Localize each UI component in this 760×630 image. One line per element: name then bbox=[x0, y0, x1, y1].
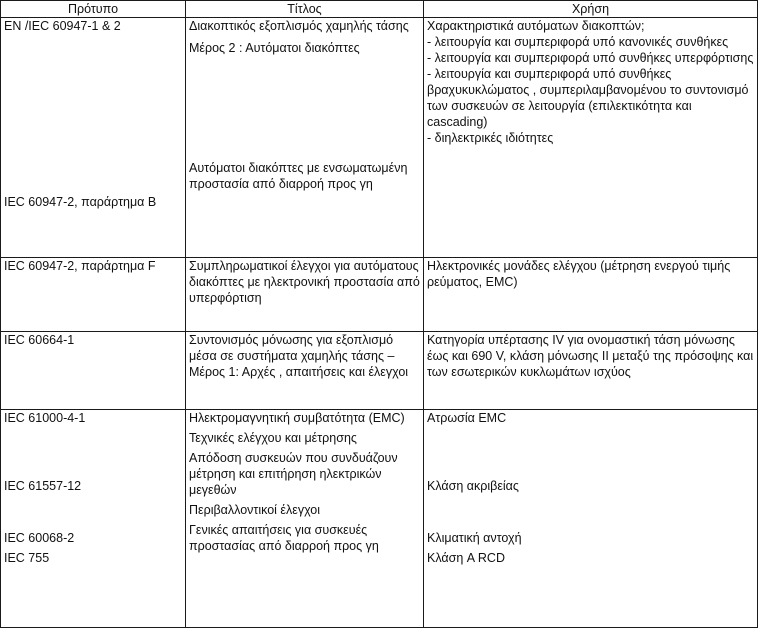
use-line: - διηλεκτρικές ιδιότητες bbox=[427, 131, 554, 145]
standard-cell bbox=[1, 18, 186, 258]
use-line: - λειτουργία και συμπεριφορά υπό κανονικές συνθήκες bbox=[427, 35, 729, 49]
title-value: Αυτόματοι διακόπτες με ενσωματωμένη προστασία από διαρροή προς γη bbox=[189, 161, 408, 191]
title-cell bbox=[186, 410, 424, 628]
table-row bbox=[1, 332, 758, 410]
use-value: Ατρωσία EMC bbox=[427, 411, 507, 425]
title-value: Περιβαλλοντικοί έλεγχοι bbox=[189, 503, 321, 517]
use-cell bbox=[424, 18, 758, 258]
use-line: Χαρακτηριστικά αυτόματων διακοπτών; bbox=[427, 19, 645, 33]
table-row bbox=[1, 18, 758, 258]
standard-value: IEC 755 bbox=[4, 551, 50, 565]
standard-value: IEC 61557-12 bbox=[4, 479, 82, 493]
use-value: Κλιματική αντοχή bbox=[427, 531, 522, 545]
title-cell: Συντονισμός μόνωσης για εξοπλισμό μέσα σε συστήματα χαμηλής τάσης – Μέρος 1: Αρχές , απαιτήσεις και έλεγχοι bbox=[186, 332, 424, 410]
standard-value: IEC 60068-2 bbox=[4, 531, 75, 545]
standard-value: IEC 60947-2, παράρτημα B bbox=[4, 195, 157, 209]
table-row bbox=[1, 258, 758, 332]
standard-value: IEC 61000-4-1 bbox=[4, 411, 86, 425]
title-value: Διακοπτικός εξοπλισμός χαμηλής τάσης bbox=[189, 19, 409, 33]
title-value: Τεχνικές ελέγχου και μέτρησης bbox=[189, 431, 357, 445]
title-value: Απόδοση συσκευών που συνδυάζουν μέτρηση και επιτήρηση ηλεκτρικών μεγεθών bbox=[189, 451, 398, 497]
use-line: - λειτουργία και συμπεριφορά υπό συνθήκες υπερφόρτισης bbox=[427, 51, 754, 65]
header-use: Χρήση bbox=[424, 1, 758, 18]
title-value: Ηλεκτρομαγνητική συμβατότητα (EMC) bbox=[189, 411, 405, 425]
title-value: Μέρος 2 : Αυτόματοι διακόπτες bbox=[189, 41, 360, 55]
header-title: Τίτλος bbox=[186, 1, 424, 18]
title-cell: Συμπληρωματικοί έλεγχοι για αυτόματους διακόπτες με ηλεκτρονική προστασία από υπερφόρτιση bbox=[186, 258, 424, 332]
standard-cell: IEC 60947-2, παράρτημα F bbox=[1, 258, 186, 332]
use-cell: Ηλεκτρονικές μονάδες ελέγχου (μέτρηση ενεργού τιμής ρεύματος, EMC) bbox=[424, 258, 758, 332]
standard-cell: IEC 60664-1 bbox=[1, 332, 186, 410]
use-cell bbox=[424, 410, 758, 628]
title-cell bbox=[186, 18, 424, 258]
standard-value: EN /IEC 60947-1 & 2 bbox=[4, 19, 121, 33]
use-cell: Κατηγορία υπέρτασης IV για ονομαστική τάση μόνωσης έως και 690 V, κλάση μόνωσης II μεταξύ της πρόσοψης και των εσωτερικών κυκλωμάτων ισχύος bbox=[424, 332, 758, 410]
title-value: Γενικές απαιτήσεις για συσκευές προστασίας από διαρροή προς γη bbox=[189, 523, 379, 553]
use-value: Κλάση ακριβείας bbox=[427, 479, 519, 493]
header-standard: Πρότυπο bbox=[1, 1, 186, 18]
header-row bbox=[1, 1, 758, 18]
standard-cell bbox=[1, 410, 186, 628]
use-value: Κλάση A RCD bbox=[427, 551, 505, 565]
table-row bbox=[1, 410, 758, 628]
use-line: - λειτουργία και συμπεριφορά υπό συνθήκες βραχυκυκλώματος , συμπεριλαμβανομένου το συντονισμό των συσκευών σε λειτουργία (επιλεκτικότητα και cascading) bbox=[427, 67, 749, 129]
